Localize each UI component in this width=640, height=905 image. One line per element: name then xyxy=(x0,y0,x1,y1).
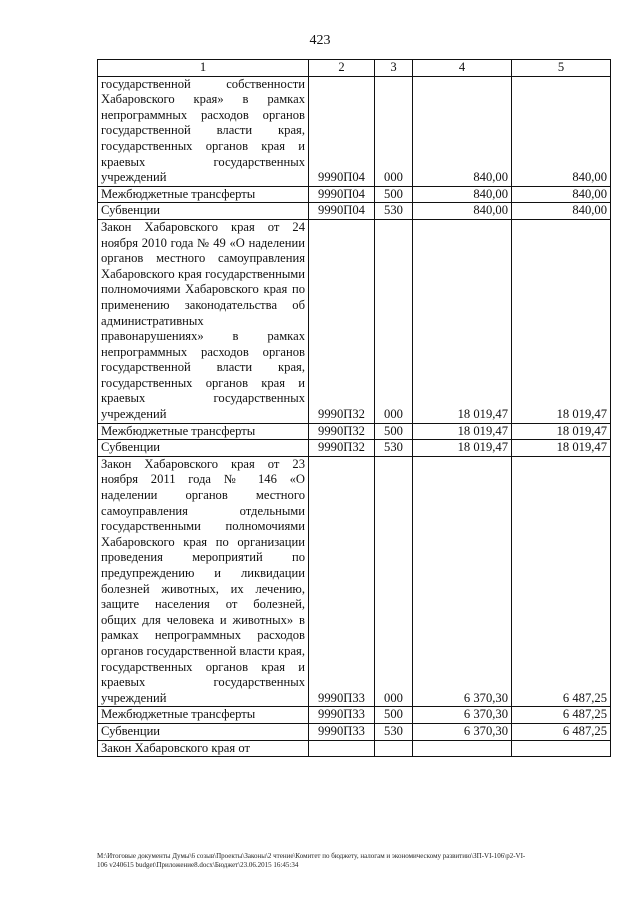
file-path-line: M:\Итоговые документы Думы\6 созыв\Проекты\Законы\2 чтение\Комитет по бюджету, налогам и экономическому развитию\ЗП-VI-106\р2-VI- xyxy=(97,852,526,860)
row-value-1: 18 019,47 xyxy=(413,219,512,423)
file-path-footer xyxy=(97,852,617,870)
row-type: 500 xyxy=(375,707,413,724)
row-name: Межбюджетные трансферты xyxy=(98,186,309,203)
row-type: 530 xyxy=(375,723,413,740)
row-name: Закон Хабаровского края от 23 ноября 2011 года № 146 «О наделении органов местного самоуправления отдельными государственными полномочиями Хабаровского края по организации проведения мероприятий по предупреждению и ликвидации болезней животных, их лечению, защите населения от болезней, общих для человека и животных» в рамках непрограммных расходов органов государственной власти края, государственных органов края и краевых государственных учреждений xyxy=(98,456,309,707)
row-value-1: 18 019,47 xyxy=(413,440,512,457)
row-value-2: 18 019,47 xyxy=(512,440,611,457)
table-row xyxy=(98,723,611,740)
row-value-2: 6 487,25 xyxy=(512,723,611,740)
table-row xyxy=(98,203,611,220)
row-code: 9990П32 xyxy=(309,219,375,423)
row-code: 9990П33 xyxy=(309,723,375,740)
row-value-2: 840,00 xyxy=(512,203,611,220)
row-type: 000 xyxy=(375,456,413,707)
row-name: Субвенции xyxy=(98,723,309,740)
row-name: Субвенции xyxy=(98,203,309,220)
row-name: Закон Хабаровского края от 24 ноября 2010 года № 49 «О наделении органов местного самоуправления Хабаровского края государственными полномочиями Хабаровского края по применению законодательства об административных правонарушениях» в рамках непрограммных расходов органов государственной власти края, государственных органов края и краевых государственных учреждений xyxy=(98,219,309,423)
file-path-line: 106 v240615 budget\Приложение8.docx\Бюджет\23.06.2015 16:45:34 xyxy=(97,861,299,869)
row-code: 9990П04 xyxy=(309,203,375,220)
row-value-1: 18 019,47 xyxy=(413,423,512,440)
row-value-1: 840,00 xyxy=(413,203,512,220)
row-code: 9990П33 xyxy=(309,456,375,707)
budget-table xyxy=(97,59,611,757)
row-value-1 xyxy=(413,740,512,757)
row-value-1: 6 370,30 xyxy=(413,723,512,740)
row-type: 000 xyxy=(375,76,413,186)
table-row xyxy=(98,707,611,724)
table-header-row xyxy=(98,60,611,77)
row-type: 000 xyxy=(375,219,413,423)
row-value-1: 840,00 xyxy=(413,76,512,186)
row-value-1: 6 370,30 xyxy=(413,707,512,724)
row-code: 9990П04 xyxy=(309,186,375,203)
row-type xyxy=(375,740,413,757)
row-value-2: 6 487,25 xyxy=(512,456,611,707)
row-value-2 xyxy=(512,740,611,757)
row-code: 9990П32 xyxy=(309,423,375,440)
row-code: 9990П32 xyxy=(309,440,375,457)
row-name: Межбюджетные трансферты xyxy=(98,707,309,724)
column-header: 2 xyxy=(309,60,375,77)
column-header: 4 xyxy=(413,60,512,77)
row-type: 530 xyxy=(375,440,413,457)
row-name: Закон Хабаровского края от xyxy=(98,740,309,757)
table-row xyxy=(98,76,611,186)
column-header: 3 xyxy=(375,60,413,77)
row-name: государственной собственности Хабаровского края» в рамках непрограммных расходов органов государственной власти края, государственных органов края и краевых государственных учреждений xyxy=(98,76,309,186)
row-type: 500 xyxy=(375,423,413,440)
row-value-2: 18 019,47 xyxy=(512,423,611,440)
table-row xyxy=(98,740,611,757)
row-value-1: 6 370,30 xyxy=(413,456,512,707)
column-header: 1 xyxy=(98,60,309,77)
row-code xyxy=(309,740,375,757)
table-row xyxy=(98,440,611,457)
page-number: 423 xyxy=(309,33,331,48)
row-type: 500 xyxy=(375,186,413,203)
row-code: 9990П04 xyxy=(309,76,375,186)
table-row xyxy=(98,423,611,440)
row-name: Субвенции xyxy=(98,440,309,457)
row-value-2: 840,00 xyxy=(512,186,611,203)
table-row xyxy=(98,219,611,423)
row-type: 530 xyxy=(375,203,413,220)
row-value-2: 840,00 xyxy=(512,76,611,186)
row-value-2: 18 019,47 xyxy=(512,219,611,423)
row-value-1: 840,00 xyxy=(413,186,512,203)
row-code: 9990П33 xyxy=(309,707,375,724)
table-row xyxy=(98,456,611,707)
row-name: Межбюджетные трансферты xyxy=(98,423,309,440)
column-header: 5 xyxy=(512,60,611,77)
table-row xyxy=(98,186,611,203)
row-value-2: 6 487,25 xyxy=(512,707,611,724)
